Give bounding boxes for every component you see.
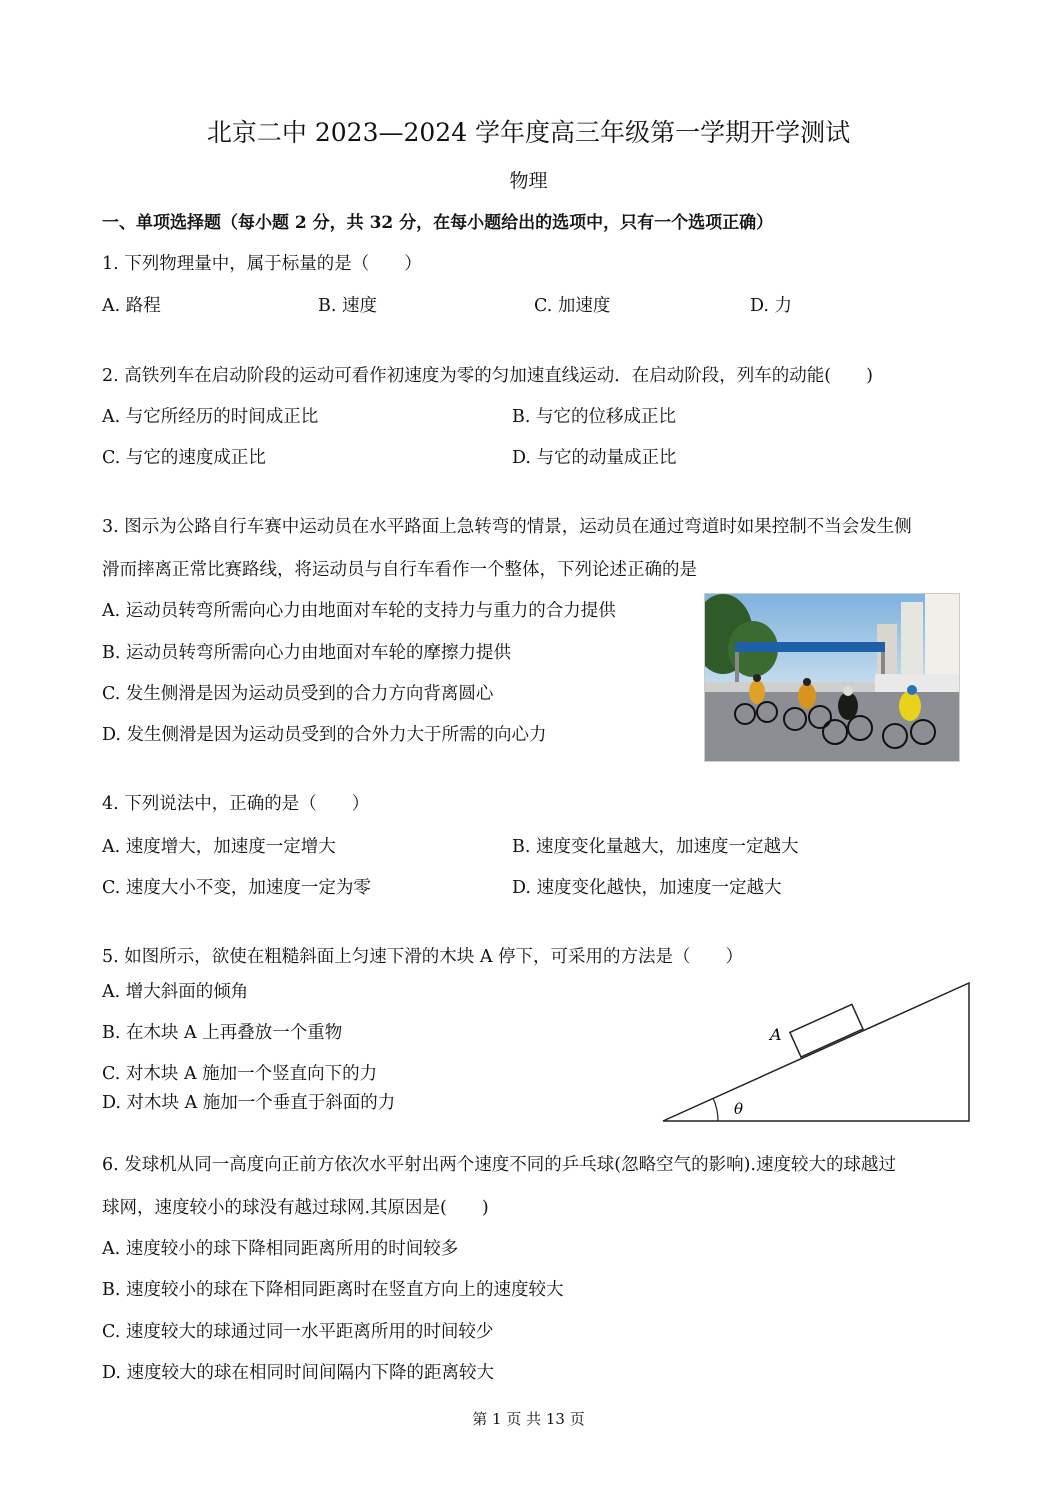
incline-triangle	[663, 983, 969, 1121]
question-4-option-d: D. 速度变化越快，加速度一定越大	[512, 878, 782, 898]
question-3-stem-line2: 滑而摔离正常比赛路线，将运动员与自行车看作一个整体，下列论述正确的是	[102, 560, 697, 580]
question-6-option-d: D. 速度较大的球在相同时间间隔内下降的距离较大	[102, 1363, 495, 1383]
block-label: A	[770, 1025, 782, 1044]
question-1-option-d: D. 力	[750, 296, 793, 316]
question-3-option-b: B. 运动员转弯所需向心力由地面对车轮的摩擦力提供	[102, 643, 511, 663]
question-5-option-c: C. 对木块 A 施加一个竖直向下的力	[102, 1064, 378, 1084]
question-3-option-d: D. 发生侧滑是因为运动员受到的合外力大于所需的向心力	[102, 725, 547, 745]
question-5-option-d: D. 对木块 A 施加一个垂直于斜面的力	[102, 1093, 396, 1113]
question-2-option-b: B. 与它的位移成正比	[512, 407, 676, 427]
question-6-option-a: A. 速度较小的球下降相同距离所用的时间较多	[102, 1239, 459, 1259]
question-6-option-b: B. 速度较小的球在下降相同距离时在竖直方向上的速度较大	[102, 1280, 564, 1300]
angle-arc	[713, 1098, 718, 1121]
question-1-stem: 1. 下列物理量中，属于标量的是（ ）	[102, 254, 422, 274]
question-2-option-d: D. 与它的动量成正比	[512, 448, 677, 468]
question-4-option-c: C. 速度大小不变，加速度一定为零	[102, 878, 371, 898]
question-2-option-a: A. 与它所经历的时间成正比	[102, 407, 319, 427]
angle-label: θ	[734, 1100, 744, 1118]
question-3-stem-line1: 3. 图示为公路自行车赛中运动员在水平路面上急转弯的情景，运动员在通过弯道时如果控制不当会发生侧	[102, 517, 912, 537]
question-6-stem-line1: 6. 发球机从同一高度向正前方依次水平射出两个速度不同的乒乓球(忽略空气的影响).速度较大的球越过	[102, 1155, 896, 1175]
incline-diagram	[660, 980, 975, 1125]
question-3-option-a: A. 运动员转弯所需向心力由地面对车轮的支持力与重力的合力提供	[102, 601, 616, 621]
page-footer: 第 1 页 共 13 页	[472, 1410, 585, 1428]
exam-title: 北京二中 2023—2024 学年度高三年级第一学期开学测试	[206, 118, 851, 147]
question-3-option-c: C. 发生侧滑是因为运动员受到的合力方向背离圆心	[102, 684, 494, 704]
question-5-option-a: A. 增大斜面的倾角	[102, 982, 249, 1002]
question-2-stem: 2. 高铁列车在启动阶段的运动可看作初速度为零的匀加速直线运动．在启动阶段，列车的动能( )	[102, 366, 873, 386]
question-1-option-c: C. 加速度	[534, 296, 611, 316]
question-5-stem: 5. 如图所示，欲使在粗糙斜面上匀速下滑的木块 A 停下，可采用的方法是（ ）	[102, 947, 744, 967]
question-4-option-a: A. 速度增大，加速度一定增大	[102, 837, 336, 857]
section-heading: 一、单项选择题（每小题 2 分，共 32 分，在每小题给出的选项中，只有一个选项正确）	[102, 213, 774, 233]
question-6-option-c: C. 速度较大的球通过同一水平距离所用的时间较少	[102, 1322, 494, 1342]
question-5-option-b: B. 在木块 A 上再叠放一个重物	[102, 1023, 343, 1043]
subject-heading: 物理	[509, 170, 548, 192]
block-a	[790, 1004, 863, 1057]
question-4-option-b: B. 速度变化量越大，加速度一定越大	[512, 837, 799, 857]
question-6-stem-line2: 球网，速度较小的球没有越过球网.其原因是( )	[102, 1198, 489, 1218]
question-1-option-b: B. 速度	[318, 296, 377, 316]
question-4-stem: 4. 下列说法中，正确的是（ ）	[102, 794, 370, 814]
question-1-option-a: A. 路程	[102, 296, 161, 316]
cycling-race-photo	[704, 593, 960, 762]
question-2-option-c: C. 与它的速度成正比	[102, 448, 266, 468]
